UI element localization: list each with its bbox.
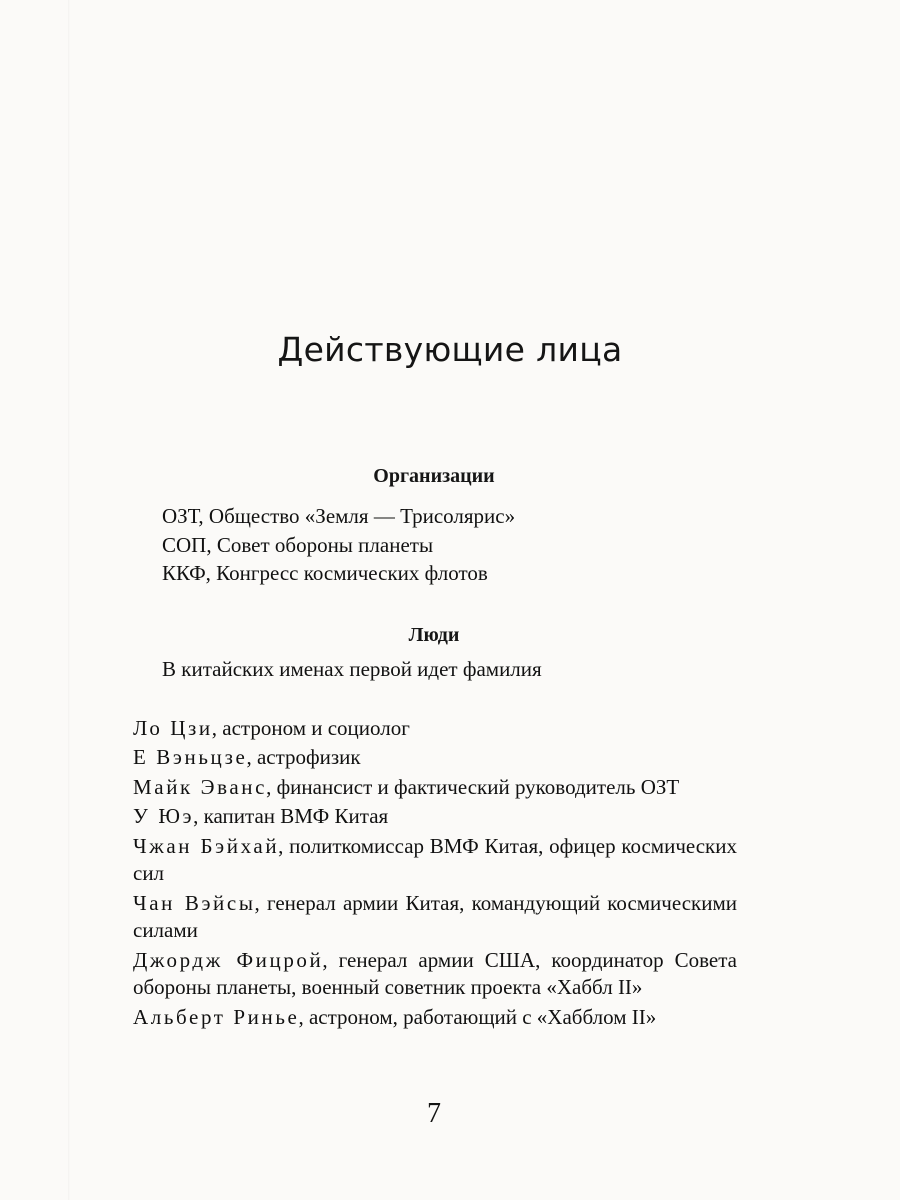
organization-item: ККФ, Конгресс космических флотов xyxy=(162,561,488,585)
organizations-heading: Организации xyxy=(373,465,495,487)
person-entry xyxy=(133,833,737,888)
organization-item: ОЗТ, Общество «Земля — Трисолярис» xyxy=(162,504,516,528)
person-description: , астроном, работающий с «Хабблом II» xyxy=(298,1004,657,1029)
organization-item: СОП, Совет обороны планеты xyxy=(162,532,434,557)
person-description: , астроном и социолог xyxy=(211,716,410,740)
person-description: , генерал армии Китая, командующий космическими силами xyxy=(133,890,737,943)
person-entry xyxy=(133,715,737,743)
page-number: 7 xyxy=(427,1098,441,1129)
naming-note: В китайских именах первой идет фамилия xyxy=(162,657,542,681)
person-description: , политкомиссар ВМФ Китая, офицер космических сил xyxy=(133,833,737,886)
person-entry xyxy=(133,744,737,772)
organizations-list xyxy=(162,502,515,588)
person-name: Джордж Фицрой xyxy=(133,947,324,972)
person-description: , генерал армии США, координатор Совета обороны планеты, военный советник проекта «Хаббл II» xyxy=(133,947,737,1000)
person-description: , астрофизик xyxy=(246,745,361,770)
person-entry xyxy=(133,1004,737,1032)
person-entry xyxy=(133,774,737,802)
people-heading: Люди xyxy=(408,624,460,646)
person-description: , финансист и фактический руководитель ОЗТ xyxy=(266,774,680,799)
person-entry xyxy=(133,803,737,831)
person-name: Ло Цзи xyxy=(133,716,213,740)
person-name: Чан Вэйсы xyxy=(133,890,256,915)
person-description: , капитан ВМФ Китая xyxy=(193,804,389,829)
person-name: Чжан Бэйхай xyxy=(133,833,280,858)
person-name: У Юэ xyxy=(133,804,195,829)
people-list xyxy=(133,715,737,1033)
person-name: Альберт Ринье xyxy=(133,1004,300,1029)
page-edge-shadow xyxy=(68,0,70,1200)
person-entry xyxy=(133,890,737,945)
person-entry xyxy=(133,947,737,1002)
page-title: Действующие лица xyxy=(277,330,623,369)
person-name: Е Вэньцзе xyxy=(133,745,248,770)
person-name: Майк Эванс xyxy=(133,774,268,799)
